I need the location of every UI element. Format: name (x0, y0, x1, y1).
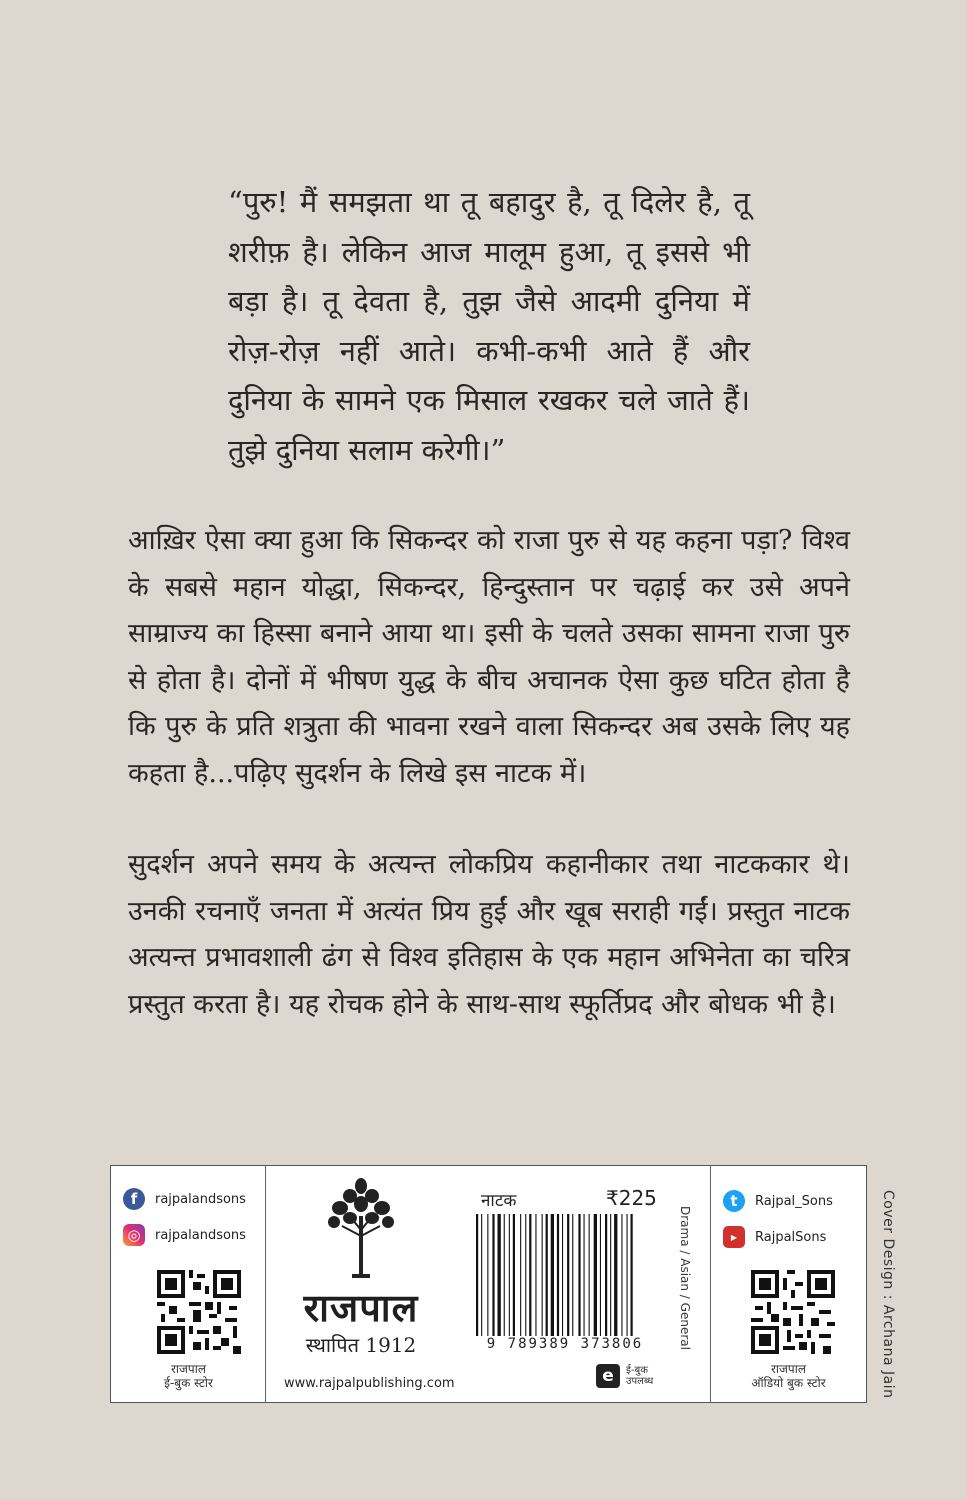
genre-label: Drama / Asian / General (678, 1206, 692, 1350)
instagram-icon: ◎ (123, 1224, 145, 1246)
ebook-store-qr-code[interactable] (157, 1270, 241, 1354)
publisher-strip (110, 1165, 867, 1403)
isbn-barcode (474, 1214, 656, 1336)
ebook-icon: e (596, 1364, 620, 1388)
youtube-link[interactable] (723, 1226, 826, 1248)
instagram-handle: rajpalandsons (155, 1227, 246, 1243)
facebook-icon: f (123, 1188, 145, 1210)
ebook-available-badge (596, 1364, 653, 1388)
isbn-digits: 9 789389 373806 (486, 1336, 644, 1352)
brand-panel (266, 1166, 456, 1402)
price-label: ₹225 (606, 1186, 657, 1210)
website-link[interactable]: www.rajpalpublishing.com (284, 1376, 455, 1391)
category-label: नाटक (481, 1191, 517, 1211)
barcode-panel (456, 1166, 711, 1402)
brand-name: राजपाल (303, 1286, 419, 1330)
facebook-handle: rajpalandsons (155, 1191, 246, 1207)
qr-right-label-2: ऑडियो बुक स्टोर (751, 1376, 826, 1390)
ebook-label-1: ई-बुक (626, 1365, 648, 1376)
qr-right-label-1: राजपाल (771, 1362, 806, 1376)
brand-established: स्थापित 1912 (305, 1333, 417, 1357)
youtube-handle: RajpalSons (755, 1229, 827, 1245)
instagram-link[interactable] (123, 1224, 246, 1246)
youtube-icon: ▶ (723, 1226, 745, 1248)
twitter-handle: Rajpal_Sons (755, 1193, 833, 1209)
facebook-link[interactable] (123, 1188, 246, 1210)
tree-logo-icon (328, 1176, 394, 1282)
quote-block: “पुरु! मैं समझता था तू बहादुर है, तू दिलेर है, तू शरीफ़ है। लेकिन आज मालूम हुआ, तू इससे भी बड़ा है। तू देवता है, तुझ जैसे आदमी दुनिया में रोज़-रोज़ नहीं आते। कभी-कभी आते हैं और दुनिया के सामने एक मिसाल रखकर चले जाते हैं। तुझे दुनिया सलाम करेगी।” (228, 185, 750, 467)
qr-left-label-1: राजपाल (171, 1362, 206, 1376)
left-social-panel (111, 1166, 266, 1402)
qr-left-label-2: ई-बुक स्टोर (164, 1376, 213, 1390)
description-paragraph-2: सुदर्शन अपने समय के अत्यन्त लोकप्रिय कहानीकार तथा नाटककार थे। उनकी रचनाएँ जनता में अत्यंत प्रिय हुईं और खूब सराही गईं। प्रस्तुत नाटक अत्यन्त प्रभावशाली ढंग से विश्व इतिहास के एक महान अभिनेता का चरित्र प्रस्तुत करता है। यह रोचक होने के साथ-साथ स्फूर्तिप्रद और बोधक भी है। (128, 849, 850, 1020)
description-paragraph-1: आख़िर ऐसा क्या हुआ कि सिकन्दर को राजा पुरु से यह कहना पड़ा? विश्व के सबसे महान योद्धा, सिकन्दर, हिन्दुस्तान पर चढ़ाई कर उसे अपने साम्राज्य का हिस्सा बनाने आया था। इसी के चलते उसका सामना राजा पुरु से होता है। दोनों में भीषण युद्ध के बीच अचानक ऐसा कुछ घटित होता है कि पुरु के प्रति शत्रुता की भावना रखने वाला सिकन्दर अब उसके लिए यह कहता है...पढ़िए सुदर्शन के लिखे इस नाटक में। (128, 525, 850, 789)
twitter-icon: t (723, 1190, 745, 1212)
audiobook-store-qr-code[interactable] (751, 1270, 835, 1354)
cover-design-credit: Cover Design : Archana Jain (880, 1190, 896, 1399)
right-social-panel (711, 1166, 868, 1402)
ebook-label-2: उपलब्ध (626, 1376, 654, 1387)
twitter-link[interactable] (723, 1190, 833, 1212)
